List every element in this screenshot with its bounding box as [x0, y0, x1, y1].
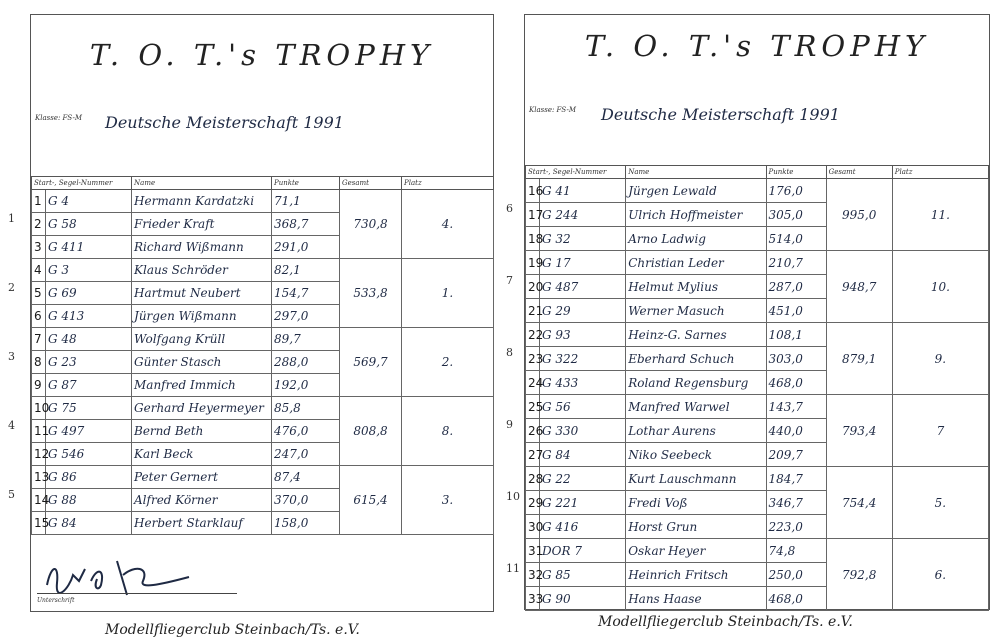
team-place: 2.	[402, 328, 494, 397]
table-row	[526, 467, 989, 491]
team-number: 10	[506, 490, 520, 503]
pilot-name: Günter Stasch	[132, 351, 272, 374]
start-number: 16	[526, 179, 540, 203]
sail-number: G 90	[540, 587, 626, 611]
team-place: 5.	[892, 467, 988, 539]
team-number: 3	[8, 350, 15, 363]
team-number: 7	[506, 274, 513, 287]
start-number: 9	[32, 374, 46, 397]
header-start-number: Start-, Segel-Nummer	[32, 177, 132, 190]
signature-line	[37, 593, 237, 594]
team-place: 11.	[892, 179, 988, 251]
start-number: 29	[526, 491, 540, 515]
team-total: 879,1	[826, 323, 892, 395]
sail-number: G 3	[46, 259, 132, 282]
pilot-name: Hans Haase	[626, 587, 766, 611]
sail-number: G 84	[540, 443, 626, 467]
start-number: 17	[526, 203, 540, 227]
points: 468,0	[766, 371, 826, 395]
sail-number: G 84	[46, 512, 132, 535]
table-row	[526, 323, 989, 347]
header-place: Platz	[402, 177, 494, 190]
points: 176,0	[766, 179, 826, 203]
team-total: 995,0	[826, 179, 892, 251]
pilot-name: Eberhard Schuch	[626, 347, 766, 371]
pilot-name: Jürgen Lewald	[626, 179, 766, 203]
sail-number: G 4	[46, 190, 132, 213]
sail-number: G 23	[46, 351, 132, 374]
points: 303,0	[766, 347, 826, 371]
points: 247,0	[272, 443, 340, 466]
start-number: 23	[526, 347, 540, 371]
sail-number: G 85	[540, 563, 626, 587]
team-total: 793,4	[826, 395, 892, 467]
points: 440,0	[766, 419, 826, 443]
team-total: 730,8	[340, 190, 402, 259]
points: 71,1	[272, 190, 340, 213]
team-place: 10.	[892, 251, 988, 323]
sail-number: G 413	[46, 305, 132, 328]
team-number: 8	[506, 346, 513, 359]
right-result-sheet	[524, 14, 990, 610]
points: 368,7	[272, 213, 340, 236]
team-number: 11	[506, 562, 520, 575]
sail-number: G 69	[46, 282, 132, 305]
team-place: 8.	[402, 397, 494, 466]
club-footer: Modellfliegerclub Steinbach/Ts. e.V.	[105, 622, 360, 638]
start-number: 2	[32, 213, 46, 236]
table-row	[526, 539, 989, 563]
points: 346,7	[766, 491, 826, 515]
pilot-name: Manfred Warwel	[626, 395, 766, 419]
points: 451,0	[766, 299, 826, 323]
team-number: 5	[8, 488, 15, 501]
pilot-name: Kurt Lauschmann	[626, 467, 766, 491]
start-number: 7	[32, 328, 46, 351]
start-number: 11	[32, 420, 46, 443]
pilot-name: Hartmut Neubert	[132, 282, 272, 305]
team-total: 533,8	[340, 259, 402, 328]
start-number: 33	[526, 587, 540, 611]
header-points: Punkte	[272, 177, 340, 190]
start-number: 21	[526, 299, 540, 323]
club-footer: Modellfliegerclub Steinbach/Ts. e.V.	[598, 614, 853, 630]
sail-number: G 58	[46, 213, 132, 236]
start-number: 32	[526, 563, 540, 587]
points: 154,7	[272, 282, 340, 305]
points: 370,0	[272, 489, 340, 512]
sail-number: G 487	[540, 275, 626, 299]
pilot-name: Manfred Immich	[132, 374, 272, 397]
pilot-name: Roland Regensburg	[626, 371, 766, 395]
team-place: 6.	[892, 539, 988, 611]
header-total: Gesamt	[826, 166, 892, 179]
pilot-name: Lothar Aurens	[626, 419, 766, 443]
sail-number: G 88	[46, 489, 132, 512]
sail-number: DOR 7	[540, 539, 626, 563]
pilot-name: Frieder Kraft	[132, 213, 272, 236]
pilot-name: Klaus Schröder	[132, 259, 272, 282]
pilot-name: Heinz-G. Sarnes	[626, 323, 766, 347]
start-number: 15	[32, 512, 46, 535]
team-number: 9	[506, 418, 513, 431]
sail-number: G 322	[540, 347, 626, 371]
team-number: 1	[8, 212, 15, 225]
sail-number: G 17	[540, 251, 626, 275]
sheet-title: T. O. T.'s TROPHY	[584, 29, 930, 63]
points: 184,7	[766, 467, 826, 491]
sail-number: G 48	[46, 328, 132, 351]
points: 143,7	[766, 395, 826, 419]
points: 297,0	[272, 305, 340, 328]
results-table	[525, 165, 989, 611]
sheet-title: T. O. T.'s TROPHY	[89, 38, 435, 72]
start-number: 13	[32, 466, 46, 489]
pilot-name: Oskar Heyer	[626, 539, 766, 563]
points: 209,7	[766, 443, 826, 467]
signature-label: Unterschrift	[37, 597, 75, 604]
points: 250,0	[766, 563, 826, 587]
results-table	[31, 176, 494, 535]
start-number: 10	[32, 397, 46, 420]
points: 514,0	[766, 227, 826, 251]
start-number: 24	[526, 371, 540, 395]
class-label: Klasse: FS-M	[35, 114, 82, 122]
pilot-name: Helmut Mylius	[626, 275, 766, 299]
sail-number: G 93	[540, 323, 626, 347]
sail-number: G 41	[540, 179, 626, 203]
left-result-sheet	[30, 14, 494, 612]
start-number: 14	[32, 489, 46, 512]
start-number: 18	[526, 227, 540, 251]
start-number: 27	[526, 443, 540, 467]
header-points: Punkte	[766, 166, 826, 179]
sail-number: G 330	[540, 419, 626, 443]
sail-number: G 221	[540, 491, 626, 515]
pilot-name: Herbert Starklauf	[132, 512, 272, 535]
team-place: 4.	[402, 190, 494, 259]
sail-number: G 56	[540, 395, 626, 419]
start-number: 12	[32, 443, 46, 466]
points: 305,0	[766, 203, 826, 227]
pilot-name: Wolfgang Krüll	[132, 328, 272, 351]
sail-number: G 433	[540, 371, 626, 395]
points: 87,4	[272, 466, 340, 489]
team-total: 808,8	[340, 397, 402, 466]
class-label: Klasse: FS-M	[529, 106, 576, 114]
sail-number: G 86	[46, 466, 132, 489]
pilot-name: Alfred Körner	[132, 489, 272, 512]
start-number: 22	[526, 323, 540, 347]
sail-number: G 87	[46, 374, 132, 397]
team-total: 792,8	[826, 539, 892, 611]
start-number: 28	[526, 467, 540, 491]
table-row	[32, 259, 494, 282]
competition-name: Deutsche Meisterschaft 1991	[105, 113, 344, 132]
header-name: Name	[132, 177, 272, 190]
start-number: 26	[526, 419, 540, 443]
points: 223,0	[766, 515, 826, 539]
start-number: 6	[32, 305, 46, 328]
start-number: 8	[32, 351, 46, 374]
start-number: 1	[32, 190, 46, 213]
competition-name: Deutsche Meisterschaft 1991	[601, 105, 840, 124]
pilot-name: Richard Wißmann	[132, 236, 272, 259]
sail-number: G 75	[46, 397, 132, 420]
sail-number: G 32	[540, 227, 626, 251]
points: 210,7	[766, 251, 826, 275]
points: 85,8	[272, 397, 340, 420]
start-number: 5	[32, 282, 46, 305]
team-number: 6	[506, 202, 513, 215]
sail-number: G 22	[540, 467, 626, 491]
table-row	[32, 466, 494, 489]
header-total: Gesamt	[340, 177, 402, 190]
sail-number: G 244	[540, 203, 626, 227]
start-number: 30	[526, 515, 540, 539]
sail-number: G 546	[46, 443, 132, 466]
table-row	[32, 328, 494, 351]
start-number: 3	[32, 236, 46, 259]
points: 291,0	[272, 236, 340, 259]
team-place: 1.	[402, 259, 494, 328]
pilot-name: Fredi Voß	[626, 491, 766, 515]
pilot-name: Peter Gernert	[132, 466, 272, 489]
team-number: 4	[8, 419, 15, 432]
sail-number: G 497	[46, 420, 132, 443]
pilot-name: Karl Beck	[132, 443, 272, 466]
start-number: 25	[526, 395, 540, 419]
points: 287,0	[766, 275, 826, 299]
signature	[39, 555, 209, 601]
team-total: 569,7	[340, 328, 402, 397]
pilot-name: Arno Ladwig	[626, 227, 766, 251]
pilot-name: Ulrich Hoffmeister	[626, 203, 766, 227]
points: 476,0	[272, 420, 340, 443]
pilot-name: Hermann Kardatzki	[132, 190, 272, 213]
table-row	[32, 190, 494, 213]
team-total: 948,7	[826, 251, 892, 323]
pilot-name: Heinrich Fritsch	[626, 563, 766, 587]
table-row	[526, 395, 989, 419]
team-number: 2	[8, 281, 15, 294]
points: 74,8	[766, 539, 826, 563]
start-number: 20	[526, 275, 540, 299]
sail-number: G 416	[540, 515, 626, 539]
pilot-name: Horst Grun	[626, 515, 766, 539]
pilot-name: Niko Seebeck	[626, 443, 766, 467]
table-row	[526, 179, 989, 203]
team-total: 754,4	[826, 467, 892, 539]
team-place: 9.	[892, 323, 988, 395]
points: 468,0	[766, 587, 826, 611]
team-place: 3.	[402, 466, 494, 535]
sail-number: G 29	[540, 299, 626, 323]
pilot-name: Werner Masuch	[626, 299, 766, 323]
header-name: Name	[626, 166, 766, 179]
start-number: 31	[526, 539, 540, 563]
points: 192,0	[272, 374, 340, 397]
pilot-name: Jürgen Wißmann	[132, 305, 272, 328]
start-number: 19	[526, 251, 540, 275]
points: 108,1	[766, 323, 826, 347]
points: 82,1	[272, 259, 340, 282]
points: 288,0	[272, 351, 340, 374]
pilot-name: Gerhard Heyermeyer	[132, 397, 272, 420]
points: 89,7	[272, 328, 340, 351]
table-row	[32, 397, 494, 420]
table-row	[526, 251, 989, 275]
team-total: 615,4	[340, 466, 402, 535]
start-number: 4	[32, 259, 46, 282]
header-start-number: Start-, Segel-Nummer	[526, 166, 626, 179]
pilot-name: Christian Leder	[626, 251, 766, 275]
pilot-name: Bernd Beth	[132, 420, 272, 443]
team-place: 7	[892, 395, 988, 467]
sail-number: G 411	[46, 236, 132, 259]
header-place: Platz	[892, 166, 988, 179]
points: 158,0	[272, 512, 340, 535]
